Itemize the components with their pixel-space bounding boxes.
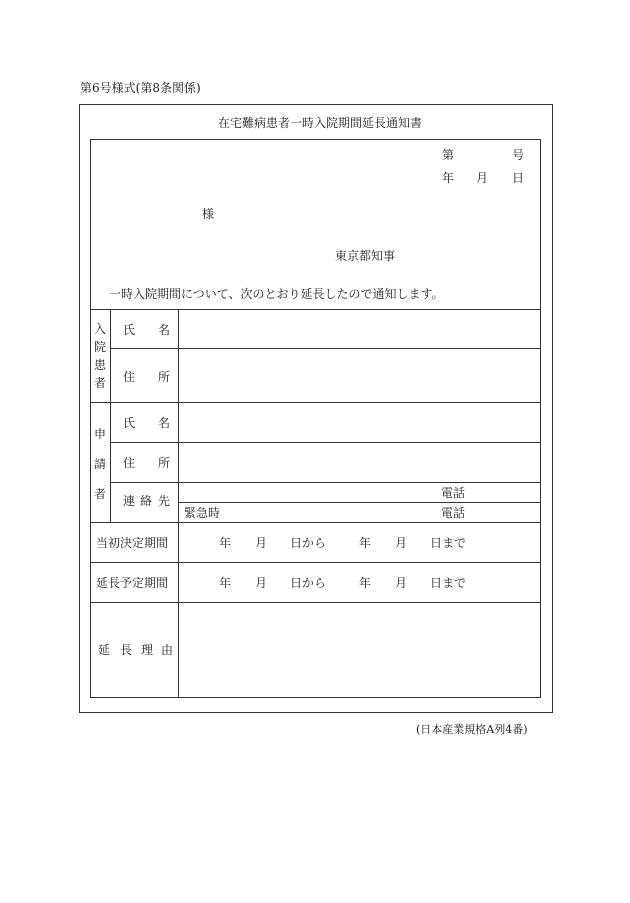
initial-to-year: 年 xyxy=(359,536,372,550)
patient-address-field[interactable] xyxy=(180,350,539,401)
row-line xyxy=(110,348,178,349)
extended-to-month: 月 xyxy=(395,576,408,590)
paper-size-note: (日本産業規格A列4番) xyxy=(416,723,528,736)
applicant-group-char: 請 xyxy=(94,457,107,471)
reason-field[interactable] xyxy=(180,604,539,696)
col-line xyxy=(178,522,179,698)
patient-group-char: 入 xyxy=(94,322,107,336)
contact-label-3: 先 xyxy=(158,494,171,508)
form-title: 在宅難病患者一時入院期間延長通知書 xyxy=(218,116,423,130)
initial-to-day: 日まで xyxy=(430,536,467,550)
phone-label: 電話 xyxy=(441,486,466,500)
reason-label-4: 由 xyxy=(161,643,174,657)
col-line xyxy=(178,309,179,522)
row-line xyxy=(90,602,541,603)
number-go: 号 xyxy=(512,148,525,162)
patient-name-label-2: 名 xyxy=(158,323,171,337)
applicant-address-label-1: 住 xyxy=(123,456,136,470)
initial-to-month: 月 xyxy=(395,536,408,550)
patient-group-char: 者 xyxy=(94,376,107,390)
patient-group-char: 患 xyxy=(94,358,107,372)
row-line xyxy=(110,482,541,483)
patient-name-label-1: 氏 xyxy=(123,323,136,337)
row-line xyxy=(90,402,541,403)
initial-period-label: 当初決定期間 xyxy=(96,536,169,550)
reason-label-2: 長 xyxy=(120,643,133,657)
extended-from-year: 年 xyxy=(219,576,232,590)
initial-from-month: 月 xyxy=(255,536,268,550)
patient-address-label-2: 所 xyxy=(158,370,171,384)
date-month: 月 xyxy=(476,171,489,185)
initial-from-year: 年 xyxy=(219,536,232,550)
emergency-phone-label: 電話 xyxy=(441,506,466,520)
patient-group-char: 院 xyxy=(94,340,107,354)
reason-label-3: 理 xyxy=(141,643,154,657)
notice-statement: 一時入院期間について、次のとおり延長したので通知します。 xyxy=(109,287,444,301)
reason-label-1: 延 xyxy=(98,643,111,657)
row-line xyxy=(110,442,541,443)
applicant-name-label-2: 名 xyxy=(158,416,171,430)
applicant-group-char: 者 xyxy=(94,487,107,501)
date-year: 年 xyxy=(442,171,455,185)
row-line xyxy=(90,562,541,563)
date-day: 日 xyxy=(512,171,525,185)
form-number: 第6号様式(第8条関係) xyxy=(80,81,201,95)
addressee-sama: 様 xyxy=(202,207,215,221)
applicant-name-label-1: 氏 xyxy=(123,416,136,430)
contact-label-2: 絡 xyxy=(140,494,153,508)
patient-name-field[interactable] xyxy=(180,311,539,347)
extended-period-label: 延長予定期間 xyxy=(96,576,169,590)
row-line xyxy=(90,309,541,310)
row-line xyxy=(178,348,541,349)
contact-label-1: 連 xyxy=(123,494,136,508)
extended-from-day: 日から xyxy=(290,576,327,590)
patient-address-label-1: 住 xyxy=(123,370,136,384)
row-line xyxy=(90,522,541,523)
applicant-address-field[interactable] xyxy=(180,444,539,481)
applicant-name-field[interactable] xyxy=(180,404,539,441)
issuer: 東京都知事 xyxy=(335,249,396,263)
extended-to-year: 年 xyxy=(359,576,372,590)
row-line xyxy=(178,502,541,503)
extended-to-day: 日まで xyxy=(430,576,467,590)
applicant-group-char: 申 xyxy=(94,427,107,441)
number-dai: 第 xyxy=(442,148,455,162)
emergency-label: 緊急時 xyxy=(184,506,221,520)
col-line xyxy=(110,309,111,522)
extended-from-month: 月 xyxy=(255,576,268,590)
applicant-address-label-2: 所 xyxy=(158,456,171,470)
initial-from-day: 日から xyxy=(290,536,327,550)
